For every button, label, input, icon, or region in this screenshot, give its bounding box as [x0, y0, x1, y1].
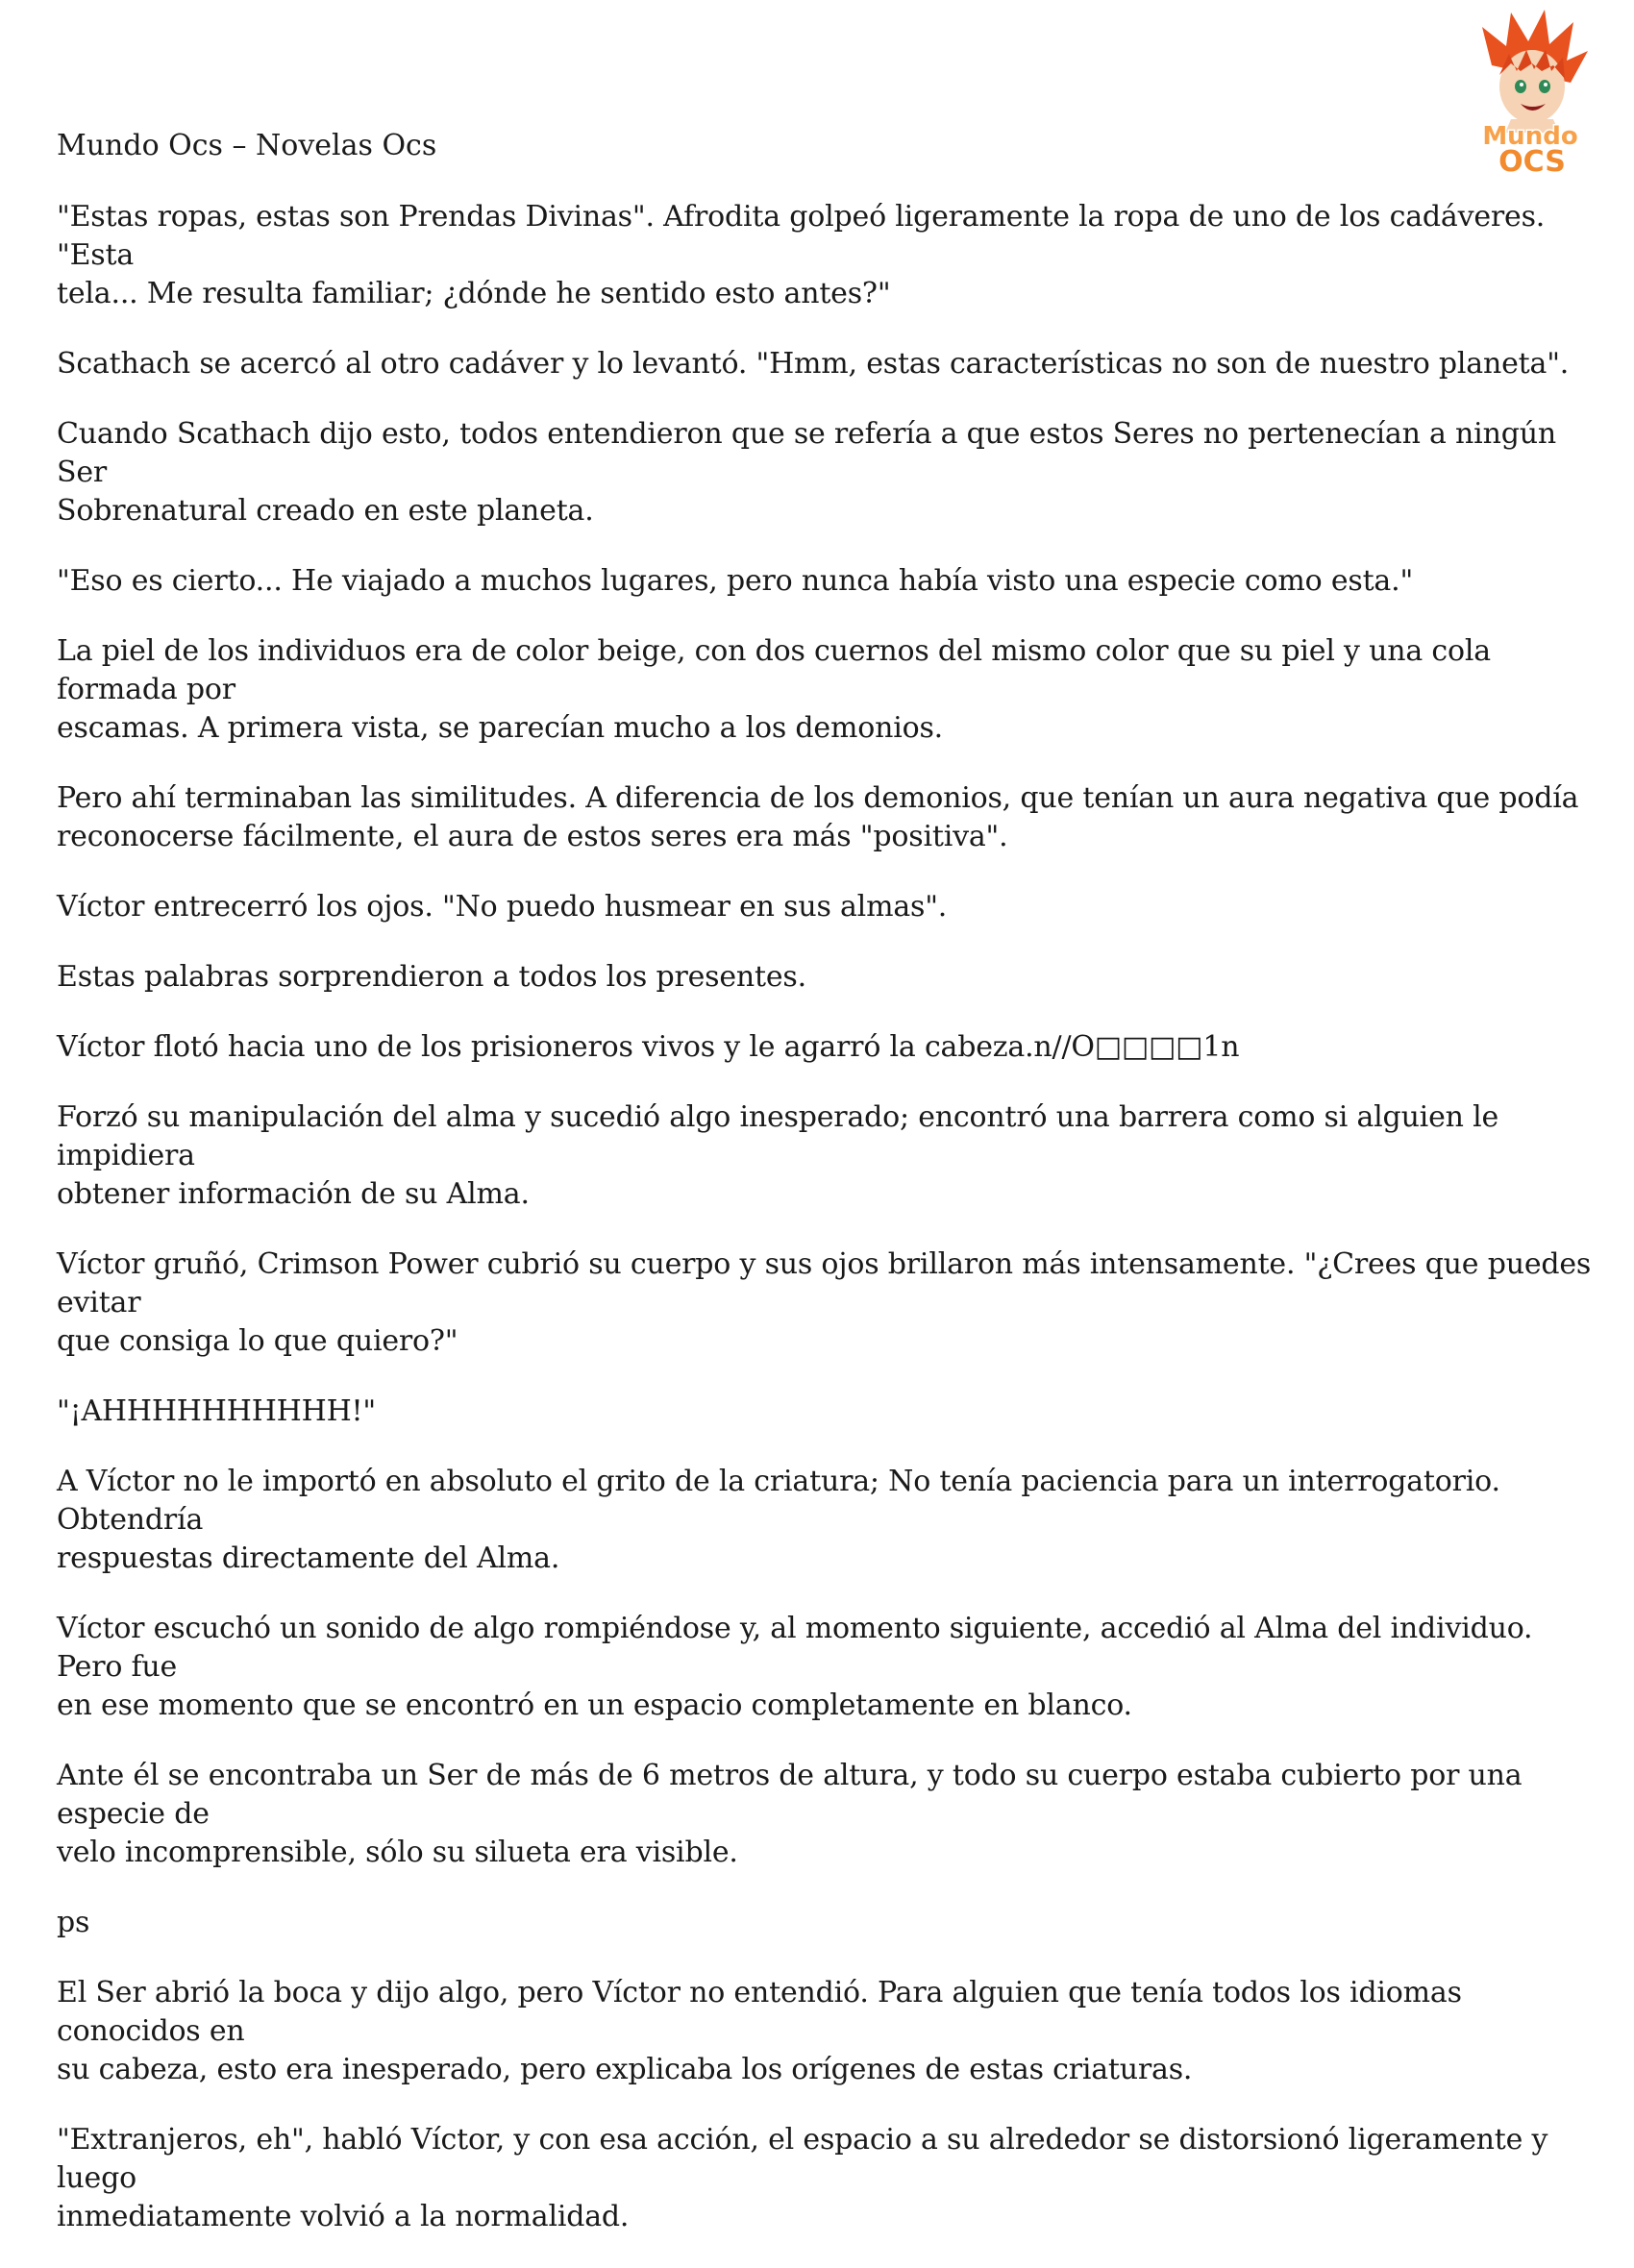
- paragraph: Pero ahí terminaban las similitudes. A diferencia de los demonios, que tenían un aura negativa que podía reconocerse fácilmente, el aura de estos seres era más "positiva".: [57, 781, 1579, 853]
- paragraph: ps: [57, 1906, 90, 1939]
- paragraph: Víctor flotó hacia uno de los prisioneros vivos y le agarró la cabeza.n//O□□□□1n: [57, 1030, 1240, 1064]
- paragraph: Ante él se encontraba un Ser de más de 6 metros de altura, y todo su cuerpo estaba cubierto por una especie de velo incomprensible, sólo su silueta era visible.: [57, 1759, 1523, 1869]
- paragraph: La piel de los individuos era de color beige, con dos cuernos del mismo color que su piel y una cola formada por escamas. A primera vista, se parecían mucho a los demonios.: [57, 634, 1491, 745]
- paragraph: "Estas ropas, estas son Prendas Divinas". Afrodita golpeó ligeramente la ropa de uno de los cadáveres. "Esta tela... Me resulta familiar; ¿dónde he sentido esto antes?": [57, 200, 1546, 310]
- paragraph: A Víctor no le importó en absoluto el grito de la criatura; No tenía paciencia para un interrogatorio. Obtendría respuestas directamente del Alma.: [57, 1465, 1500, 1575]
- paragraph: Scathach se acercó al otro cadáver y lo levantó. "Hmm, estas características no son de nuestro planeta".: [57, 347, 1570, 381]
- paragraph: Víctor entrecerró los ojos. "No puedo husmear en sus almas".: [57, 890, 948, 924]
- mascot-logo-icon: [1453, 8, 1607, 177]
- paragraph: "¡AHHHHHHHHHH!": [57, 1394, 376, 1428]
- paragraph: El Ser abrió la boca y dijo algo, pero Víctor no entendió. Para alguien que tenía todos los idiomas conocidos en su cabeza, esto era inesperado, pero explicaba los orígenes de estas criaturas.: [57, 1976, 1462, 2086]
- paragraph: Cuando Scathach dijo esto, todos entendieron que se refería a que estos Seres no pertenecían a ningún Ser Sobrenatural creado en este planeta.: [57, 417, 1556, 528]
- mundo-ocs-logo: [1453, 8, 1607, 177]
- paragraph: Víctor escuchó un sonido de algo rompiéndose y, al momento siguiente, accedió al Alma del individuo. Pero fue en ese momento que se encontró en un espacio completamente en blanco.: [57, 1612, 1533, 1722]
- paragraph: Víctor gruñó, Crimson Power cubrió su cuerpo y sus ojos brillaron más intensamente. "¿Crees que puedes evitar que consiga lo que quiero?": [57, 1247, 1592, 1358]
- paragraph: Estas palabras sorprendieron a todos los presentes.: [57, 960, 806, 994]
- svg-text:Mundo: Mundo: [1482, 122, 1578, 151]
- paragraph: Forzó su manipulación del alma y sucedió algo inesperado; encontró una barrera como si alguien le impidiera obtener información de su Alma.: [57, 1100, 1499, 1211]
- paragraph: "Extranjeros, eh", habló Víctor, y con esa acción, el espacio a su alrededor se distorsionó ligeramente y luego inmediatamente volvió a la normalidad.: [57, 2123, 1548, 2233]
- paragraph: "Eso es cierto... He viajado a muchos lugares, pero nunca había visto una especie como esta.": [57, 564, 1414, 598]
- svg-text:OCS: OCS: [1498, 145, 1566, 177]
- document-body: [57, 198, 1595, 2268]
- document-header: Mundo Ocs – Novelas Ocs: [57, 129, 437, 162]
